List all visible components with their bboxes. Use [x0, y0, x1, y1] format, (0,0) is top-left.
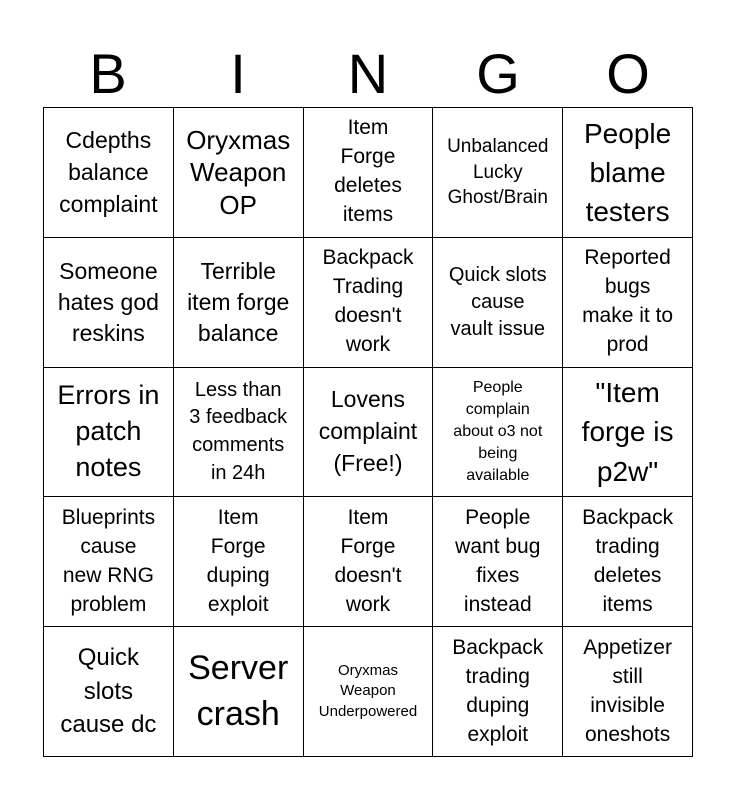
bingo-cell[interactable] [174, 368, 304, 498]
bingo-cell[interactable] [44, 108, 174, 238]
bingo-cell[interactable] [174, 108, 304, 238]
bingo-cell[interactable] [433, 368, 563, 498]
header-letter-b: B [89, 42, 127, 105]
bingo-cell[interactable] [304, 497, 434, 627]
bingo-cell[interactable] [433, 497, 563, 627]
header-letter-g: G [476, 42, 520, 105]
bingo-cell[interactable] [563, 108, 693, 238]
bingo-cell-text: People complain about o3 not being available [453, 378, 543, 485]
bingo-cell[interactable] [44, 238, 174, 368]
bingo-cell-text: Lovens complaint (Free!) [318, 386, 418, 476]
header-letter-i: I [230, 42, 246, 105]
bingo-cell-text: Oryxmas Weapon Underpowered [318, 662, 418, 720]
bingo-cell[interactable] [174, 627, 304, 757]
bingo-cell-text: Less than 3 feedback comments in 24h [189, 378, 288, 484]
bingo-cell-text: "Item forge is p2w" [581, 377, 674, 487]
bingo-cell-text: Reported bugs make it to prod [582, 246, 674, 357]
bingo-cell[interactable] [433, 108, 563, 238]
bingo-cell-text: Item Forge doesn't work [334, 505, 402, 616]
bingo-cell-text: Backpack trading deletes items [582, 505, 674, 616]
bingo-cell-text: Errors in patch notes [57, 380, 160, 482]
bingo-cell-text: Quick slots cause vault issue [448, 263, 547, 340]
bingo-cell-text: Terrible item forge balance [187, 257, 290, 346]
bingo-cell-text: Someone hates god reskins [57, 257, 159, 346]
bingo-cell-text: Item Forge deletes items [334, 116, 402, 227]
bingo-cell-text: Item Forge duping exploit [206, 505, 270, 616]
bingo-cell-text: People blame testers [584, 117, 672, 227]
bingo-cell[interactable] [44, 497, 174, 627]
bingo-cell-text: Server crash [188, 648, 289, 733]
bingo-cell-text: Appetizer still invisible oneshots [583, 635, 672, 746]
bingo-cell[interactable] [44, 627, 174, 757]
bingo-cell[interactable] [44, 368, 174, 498]
bingo-cell[interactable] [563, 368, 693, 498]
bingo-cell[interactable] [563, 238, 693, 368]
bingo-cell-text: People want bug fixes instead [455, 505, 541, 616]
bingo-cell-text: Backpack trading duping exploit [452, 635, 544, 746]
bingo-cell-text: Backpack Trading doesn't work [322, 246, 414, 357]
header-letter-n: N [347, 42, 389, 105]
bingo-cell-text: Blueprints cause new RNG problem [61, 505, 156, 616]
bingo-cell[interactable] [433, 238, 563, 368]
bingo-cell-text: Oryxmas Weapon OP [186, 124, 291, 220]
bingo-cell-text: Quick slots cause dc [60, 644, 157, 739]
bingo-header [43, 40, 693, 108]
bingo-cell-text: Cdepths balance complaint [59, 127, 158, 218]
bingo-cell[interactable] [304, 108, 434, 238]
bingo-cell[interactable] [304, 238, 434, 368]
bingo-grid [43, 107, 693, 757]
bingo-cell[interactable] [174, 497, 304, 627]
bingo-cell[interactable] [304, 627, 434, 757]
bingo-cell[interactable] [174, 238, 304, 368]
bingo-cell[interactable] [304, 368, 434, 498]
bingo-cell-text: Unbalanced Lucky Ghost/Brain [447, 135, 549, 209]
header-letter-o: O [606, 42, 650, 105]
bingo-cell[interactable] [433, 627, 563, 757]
bingo-cell[interactable] [563, 497, 693, 627]
bingo-cell[interactable] [563, 627, 693, 757]
